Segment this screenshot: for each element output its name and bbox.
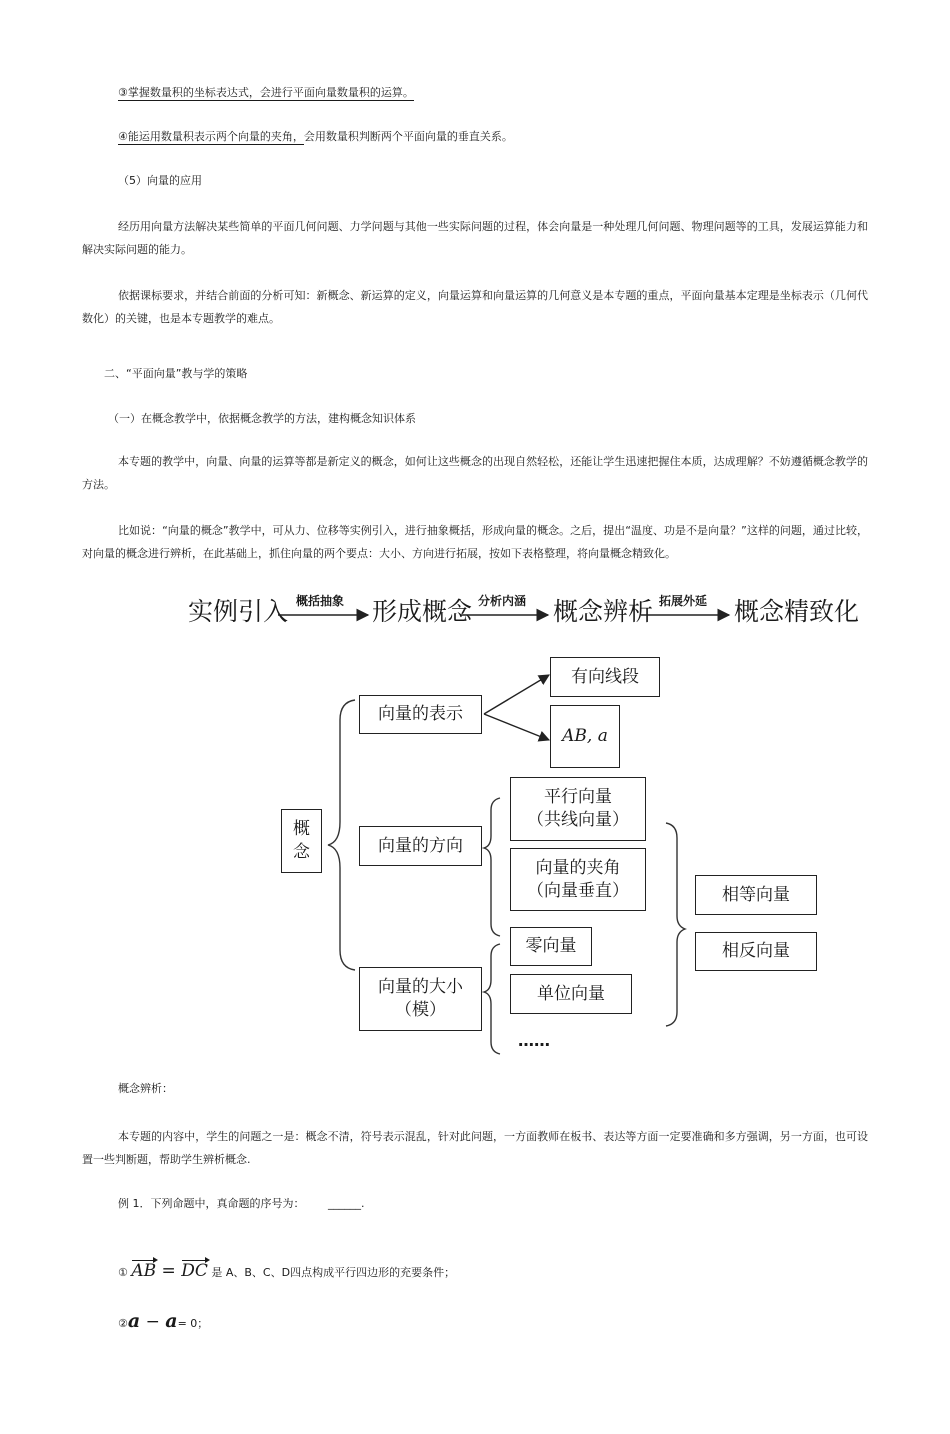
section-5-heading: （5）向量的应用 — [118, 174, 202, 187]
vector-representation-box: 向量的表示 — [359, 695, 482, 734]
concept-diagram — [0, 580, 950, 1060]
example-1-blank: ______. — [328, 1197, 365, 1210]
direction-brace — [484, 798, 500, 936]
proposition-1-number: ① — [118, 1266, 128, 1279]
objective-4-part-b: 会用数量积判断两个平面向量的垂直关系。 — [303, 130, 513, 143]
paragraph-analysis: 本专题的内容中，学生的问题之一是：概念不清，符号表示混乱，针对此问题，一方面教师在板书、表达等方面一定要准确和多方强调，另一方面，也可设置一些判断题，帮助学生辨析概念. — [82, 1130, 868, 1166]
flow-label-3: 拓展外延 — [659, 594, 708, 608]
root-concept-box: 概 念 — [281, 809, 322, 873]
unit-vector-box: 单位向量 — [510, 974, 632, 1014]
main-brace — [328, 700, 355, 970]
flow-step-4: 概念精致化 — [734, 597, 860, 626]
equal-vector-box: 相等向量 — [695, 875, 817, 915]
paragraph-example-concept: 比如说：“向量的概念”教学中，可从力、位移等实例引入，进行抽象概括，形成向量的概念。之后，提出“温度、功是不是向量？”这样的问题，通过比较，对向量的概念进行辨析，在此基础上，抓住向量的两个要点：大小、方向进行拓展，按如下表格整理，将向量概念精致化。 — [82, 524, 868, 560]
vector-dc: DC — [181, 1258, 208, 1284]
flow-label-2: 分析内涵 — [478, 594, 527, 608]
vector-direction-box: 向量的方向 — [359, 826, 482, 866]
flow-step-2: 形成概念 — [372, 597, 473, 626]
vector-ab: AB — [131, 1258, 156, 1284]
objective-4 — [118, 126, 513, 148]
vector-notation-text: AB, a — [562, 726, 608, 746]
flow-step-1: 实例引入 — [188, 597, 289, 626]
flow-step-3: 概念辨析 — [553, 597, 654, 626]
objective-3-part-b: 会进行平面向量数量积的运算。 — [259, 86, 414, 99]
rep-arrow-down — [484, 714, 549, 740]
objective-3-part-a: ③掌握数量积的坐标表达式， — [118, 86, 260, 99]
example-1 — [118, 1193, 365, 1215]
paragraph-key-points: 依据课标要求，并结合前面的分析可知：新概念、新运算的定义，向量运算和向量运算的几何意义是本专题的重点，平面向量基本定理是坐标表示（几何代数化）的关键，也是本专题教学的难点。 — [82, 289, 868, 325]
section-2-heading: 二、“平面向量”教与学的策略 — [104, 367, 248, 380]
paragraph-application: 经历用向量方法解决某些简单的平面几何问题、力学问题与其他一些实际问题的过程，体会向量是一种处理几何问题、物理问题等的工具，发展运算能力和解决实际问题的能力。 — [82, 220, 868, 256]
zero-vector-box: 零向量 — [510, 927, 592, 966]
minus-sign: − — [140, 1312, 166, 1332]
ellipsis: …… — [518, 1031, 550, 1050]
proposition-2-number: ② — [118, 1317, 128, 1330]
vector-a-1: a — [127, 1310, 141, 1332]
subsection-1-heading: （一）在概念教学中，依据概念教学的方法，建构概念知识体系 — [108, 412, 416, 425]
equals-sign: = — [156, 1261, 182, 1281]
flow-label-1: 概括抽象 — [296, 594, 345, 608]
concept-analysis-heading: 概念辨析： — [118, 1082, 173, 1095]
example-1-text: 例 1．下列命题中，真命题的序号为： — [118, 1197, 305, 1210]
size-brace — [484, 944, 500, 1054]
proposition-1-text: 是 A、B、C、D四点构成平行四边形的充要条件； — [211, 1266, 456, 1279]
vector-angle-box: 向量的夹角 （向量垂直） — [510, 848, 646, 911]
proposition-2 — [118, 1308, 208, 1337]
vector-size-box: 向量的大小 （模） — [359, 967, 482, 1031]
objective-3 — [118, 82, 414, 104]
proposition-2-text: = 0； — [177, 1317, 209, 1330]
rep-arrow-up — [484, 675, 549, 714]
paragraph-new-concepts: 本专题的教学中，向量、向量的运算等都是新定义的概念，如何让这些概念的出现自然轻松，还能让学生迅速把握住本质，达成理解？不妨遵循概念教学的方法。 — [82, 455, 868, 491]
opposite-vector-box: 相反向量 — [695, 932, 817, 971]
directed-segment-box: 有向线段 — [550, 657, 660, 697]
parallel-vector-box: 平行向量 （共线向量） — [510, 777, 646, 841]
proposition-1 — [118, 1258, 455, 1286]
vector-a-2: a — [165, 1310, 178, 1332]
vector-notation-box — [550, 705, 620, 768]
right-brace — [666, 823, 685, 1026]
objective-4-part-a: ④能运用数量积表示两个向量的夹角， — [118, 130, 304, 143]
